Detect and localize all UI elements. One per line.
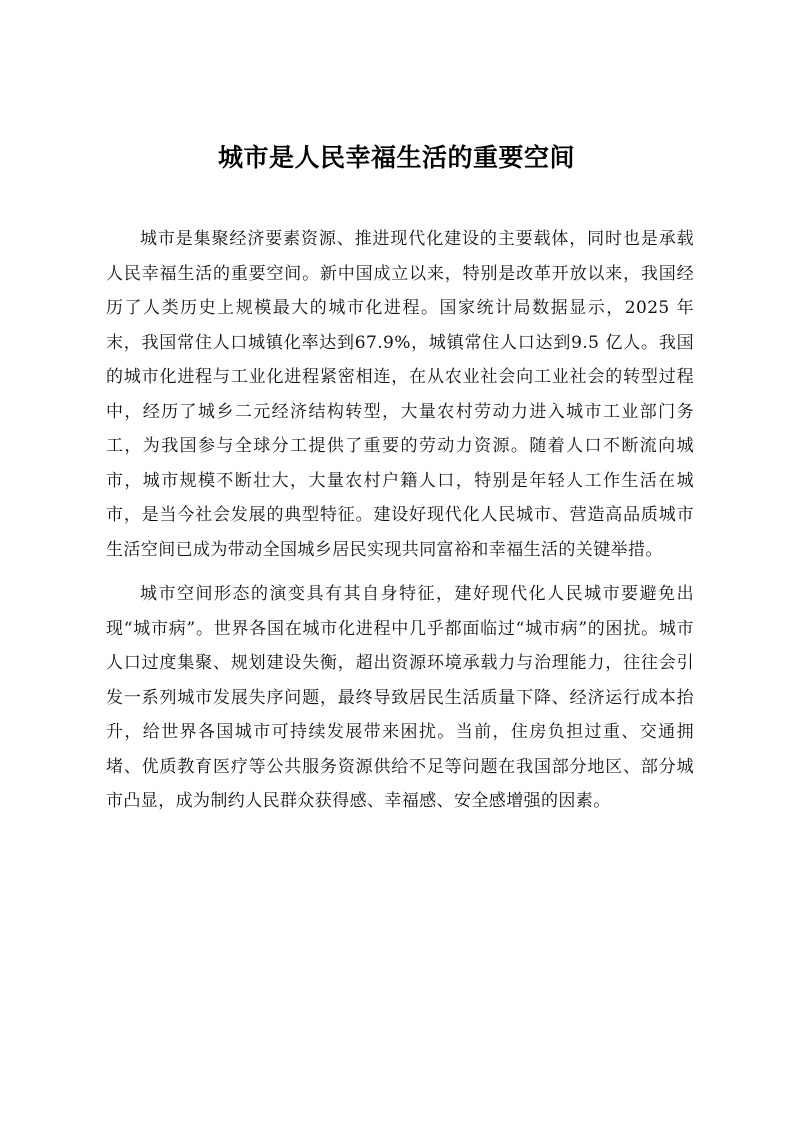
page-title: 城市是人民幸福生活的重要空间	[217, 143, 575, 172]
article-body	[106, 222, 694, 819]
paragraph-1: 城市是集聚经济要素资源、推进现代化建设的主要载体，同时也是承载人民幸福生活的重要空间。新中国成立以来，特别是改革开放以来，我国经历了人类历史上规模最大的城市化进程。国家统计局数据显示，2025 年末，我国常住人口城镇化率达到67.9%，城镇常住人口达到9.5 亿人。我国的城市化进程与工业化进程紧密相连，在从农业社会向工业社会的转型过程中，经历了城乡二元经济结构转型，大量农村劳动力进入城市工业部门务工，为我国参与全球分工提供了重要的劳动力资源。随着人口不断流向城市，城市规模不断壮大，大量农村户籍人口，特别是年轻人工作生活在城市，是当今社会发展的典型特征。建设好现代化人民城市、营造高品质城市生活空间已成为带动全国城乡居民实现共同富裕和幸福生活的关键举措。	[106, 229, 694, 560]
paragraph-2: 城市空间形态的演变具有其自身特征，建好现代化人民城市要避免出现“城市病”。世界各国在城市化进程中几乎都面临过“城市病”的困扰。城市人口过度集聚、规划建设失衡，超出资源环境承载力与治理能力，往往会引发一系列城市发展失序问题，最终导致居民生活质量下降、经济运行成本抬升，给世界各国城市可持续发展带来困扰。当前，住房负担过重、交通拥堵、优质教育医疗等公共服务资源供给不足等问题在我国部分地区、部分城市凸显，成为制约人民群众获得感、幸福感、安全感增强的因素。	[106, 584, 694, 811]
